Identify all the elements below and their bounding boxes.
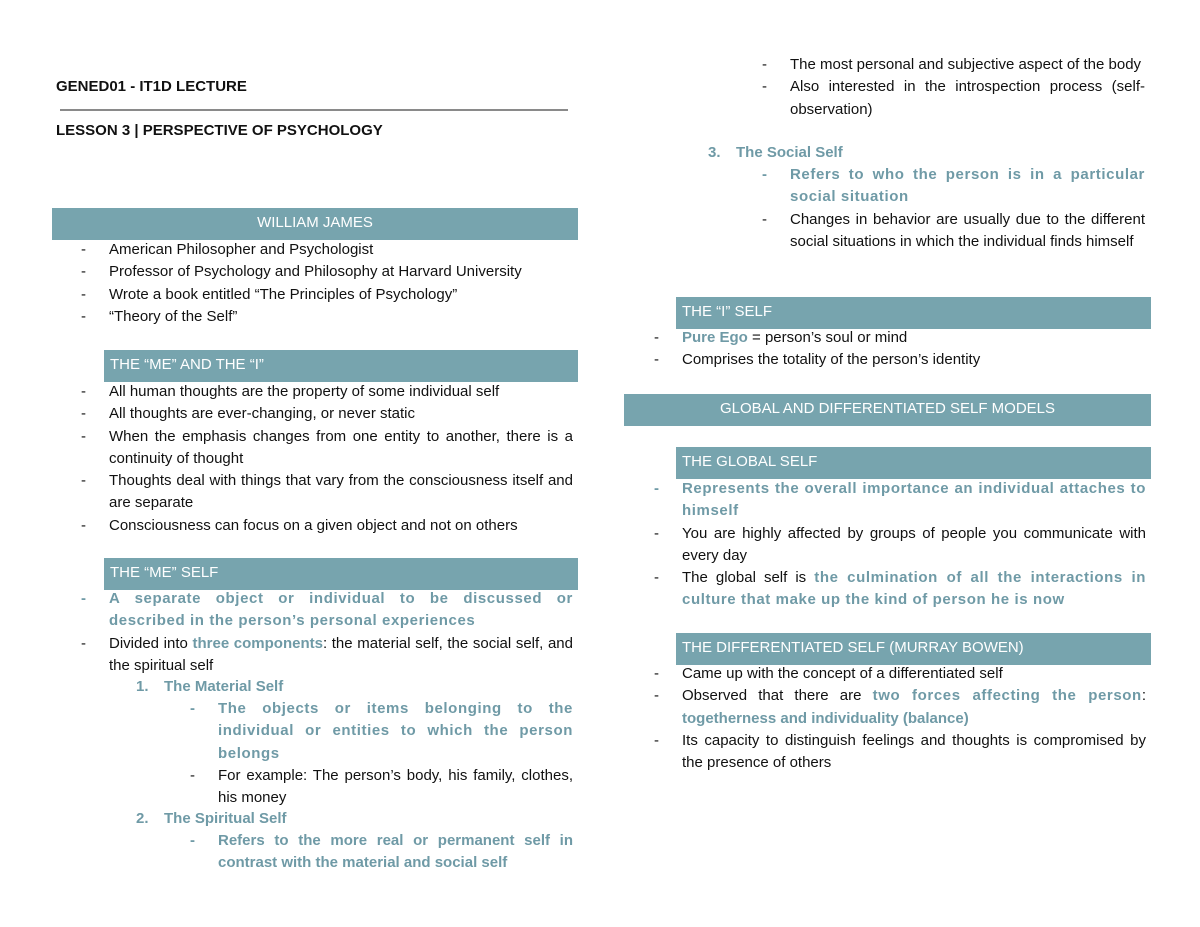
title-divider xyxy=(60,109,568,111)
list-item: - Consciousness can focus on a given object and not on others xyxy=(81,515,573,537)
section-header-me-self: THE “ME” SELF xyxy=(104,558,578,590)
list-item: - Refers to the more real or permanent self in contrast with the material and social self xyxy=(190,830,573,875)
list-item xyxy=(654,685,1146,730)
global-self-list xyxy=(654,478,1146,612)
heading-text: The Social Self xyxy=(736,144,843,161)
highlight-text: the culmination of all the interactions in culture that make up the kind of person he is now xyxy=(682,569,1146,609)
number: 3. xyxy=(708,144,721,161)
list-item: - Thoughts deal with things that vary from the consciousness itself and are separate xyxy=(81,470,573,515)
highlight-text: three components xyxy=(192,634,323,652)
spiritual-self-list-cont xyxy=(762,54,1145,121)
section-header-global-differentiated: GLOBAL AND DIFFERENTIATED SELF MODELS xyxy=(624,394,1151,426)
list-item: - Changes in behavior are usually due to the different social situations in which the individual finds himself xyxy=(762,209,1145,254)
section-header-i-self: THE “I” SELF xyxy=(676,297,1151,329)
highlight-text: togetherness and individuality (balance) xyxy=(682,709,969,727)
list-item: - American Philosopher and Psychologist xyxy=(81,239,573,261)
list-item xyxy=(654,567,1146,612)
list-item: - Its capacity to distinguish feelings and thoughts is compromised by the presence of others xyxy=(654,730,1146,775)
list-item xyxy=(654,327,1146,349)
list-item: - Refers to who the person is in a particular social situation xyxy=(762,164,1145,209)
list-item xyxy=(81,633,573,678)
material-self-heading xyxy=(136,676,283,698)
section-header-me-and-i: THE “ME” AND THE “I” xyxy=(104,350,578,382)
list-item: - All human thoughts are the property of some individual self xyxy=(81,381,573,403)
spiritual-self-list xyxy=(190,830,573,875)
list-item: - The most personal and subjective aspect of the body xyxy=(762,54,1145,76)
highlight-text: two forces affecting the person xyxy=(872,687,1142,705)
section-header-differentiated-self: THE DIFFERENTIATED SELF (MURRAY BOWEN) xyxy=(676,633,1151,665)
text: = person’s soul or mind xyxy=(747,329,908,346)
list-item: - Wrote a book entitled “The Principles of Psychology” xyxy=(81,284,573,306)
heading-text: The Spiritual Self xyxy=(164,810,287,827)
list-item: - All thoughts are ever-changing, or never static xyxy=(81,403,573,425)
william-james-list xyxy=(81,239,573,328)
list-item: - Came up with the concept of a differentiated self xyxy=(654,663,1146,685)
course-title: GENED01 - IT1D LECTURE xyxy=(56,78,247,95)
list-item: - “Theory of the Self” xyxy=(81,306,573,328)
list-item: - A separate object or individual to be discussed or described in the person’s personal experiences xyxy=(81,588,573,633)
list-item: - Comprises the totality of the person’s identity xyxy=(654,349,1146,371)
heading-text: The Material Self xyxy=(164,678,284,695)
number: 2. xyxy=(136,810,149,827)
me-self-list xyxy=(81,588,573,677)
text: Observed that there are xyxy=(682,687,873,705)
spiritual-self-heading xyxy=(136,808,287,830)
text: Divided into xyxy=(109,634,193,652)
list-item: - For example: The person’s body, his family, clothes, his money xyxy=(190,765,573,810)
differentiated-self-list xyxy=(654,663,1146,774)
text: : xyxy=(1141,687,1146,705)
i-self-list xyxy=(654,327,1146,372)
list-item: - Professor of Psychology and Philosophy at Harvard University xyxy=(81,261,573,283)
list-item: - The objects or items belonging to the individual or entities to which the person belongs xyxy=(190,698,573,765)
text: The global self is xyxy=(682,569,815,587)
me-and-i-list xyxy=(81,381,573,537)
list-item: - You are highly affected by groups of people you communicate with every day xyxy=(654,523,1146,568)
material-self-list xyxy=(190,698,573,809)
list-item: - Represents the overall importance an individual attaches to himself xyxy=(654,478,1146,523)
social-self-list xyxy=(762,164,1145,253)
section-header-global-self: THE GLOBAL SELF xyxy=(676,447,1151,479)
social-self-heading xyxy=(708,142,843,164)
text: : the material self, the social self, and the spiritual self xyxy=(109,634,573,674)
section-header-william-james: WILLIAM JAMES xyxy=(52,208,578,240)
lesson-title: LESSON 3 | PERSPECTIVE OF PSYCHOLOGY xyxy=(56,122,383,139)
list-item: - Also interested in the introspection process (self-observation) xyxy=(762,76,1145,121)
list-item: - When the emphasis changes from one entity to another, there is a continuity of thought xyxy=(81,426,573,471)
number: 1. xyxy=(136,678,149,695)
highlight-text: Pure Ego xyxy=(682,329,748,346)
